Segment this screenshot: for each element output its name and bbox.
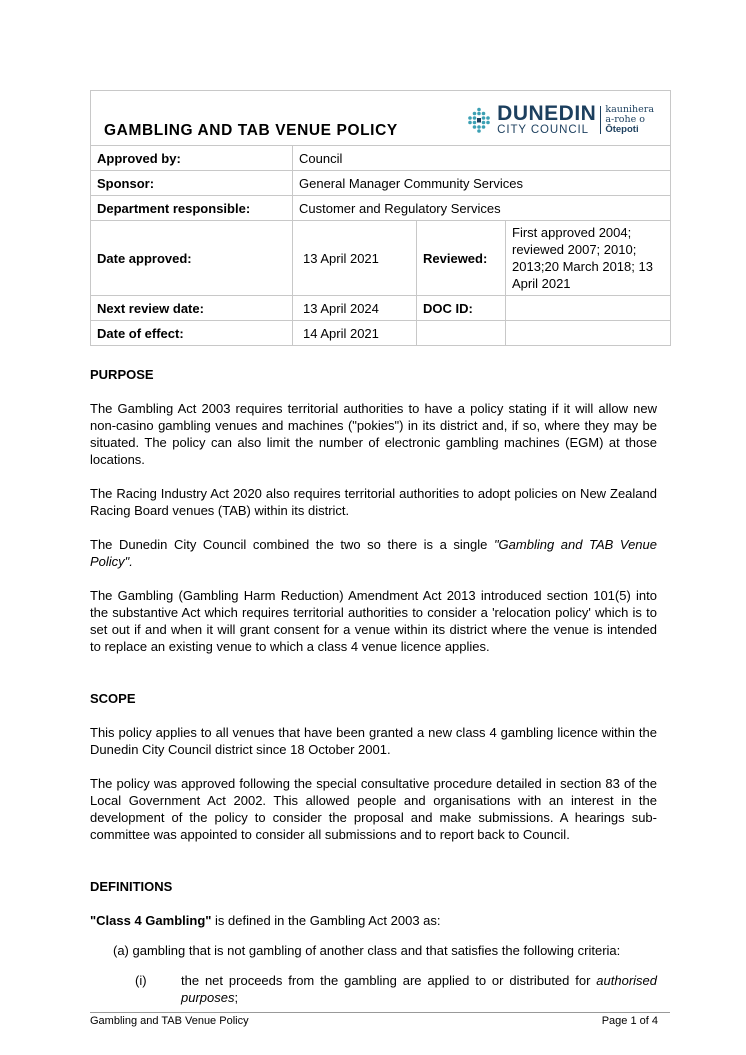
footer-page-number: Page 1 of 4 [601, 1015, 658, 1027]
doc-id-value [506, 296, 671, 321]
reviewed-label: Reviewed: [417, 221, 506, 296]
department-value: Customer and Regulatory Services [293, 196, 671, 221]
document-title: GAMBLING AND TAB VENUE POLICY [104, 122, 398, 139]
next-review-value: 13 April 2024 [293, 296, 417, 321]
footer-title: Gambling and TAB Venue Policy [90, 1015, 249, 1027]
sponsor-value: General Manager Community Services [293, 171, 671, 196]
sponsor-label: Sponsor: [91, 171, 293, 196]
item-i-italic: authorised purposes [181, 973, 657, 1005]
sponsor-row [91, 171, 671, 196]
logo-wordmark [497, 103, 596, 137]
item-i-text [181, 972, 657, 1006]
date-of-effect-row [91, 321, 671, 346]
item-i-text-main: the net proceeds from the gambling are applied to or distributed for [181, 973, 597, 988]
reviewed-value: First approved 2004; reviewed 2007; 2010; 2013;20 March 2018; 13 April 2021 [506, 221, 671, 296]
empty-cell [417, 321, 506, 346]
item-i-number: (i) [135, 973, 147, 988]
definition-item-a: (a) gambling that is not gambling of another class and that satisfies the following criteria: [113, 943, 621, 958]
purpose-paragraph-2: The Racing Industry Act 2020 also requires territorial authorities to adopt policies on New Zealand Racing Board venues (TAB) within its district. [90, 486, 657, 518]
date-approved-label: Date approved: [91, 221, 293, 296]
purpose-heading: PURPOSE [90, 367, 154, 382]
department-row [91, 196, 671, 221]
definition-term-suffix: is defined in the Gambling Act 2003 as: [211, 913, 441, 928]
department-label: Department responsible: [91, 196, 293, 221]
scope-paragraph-1: This policy applies to all venues that have been granted a new class 4 gambling licence within the Dunedin City Council district since 18 October 2001. [90, 725, 657, 757]
date-approved-row [91, 221, 671, 296]
definitions-heading: DEFINITIONS [90, 879, 173, 894]
next-review-row [91, 296, 671, 321]
logo-maori-line2: a-rohe o [605, 114, 645, 126]
item-i-end: ; [234, 990, 239, 1005]
definition-term: "Class 4 Gambling" [90, 913, 212, 928]
empty-cell [506, 321, 671, 346]
approved-by-value: Council [293, 146, 671, 171]
footer-divider [90, 1012, 670, 1013]
title-row [91, 91, 671, 146]
purpose-paragraph-3-text: The Dunedin City Council combined the two so there is a single [90, 537, 494, 552]
date-approved-value: 13 April 2021 [293, 221, 417, 296]
next-review-label: Next review date: [91, 296, 293, 321]
date-of-effect-label: Date of effect: [91, 321, 293, 346]
approved-by-label: Approved by: [91, 146, 293, 171]
dunedin-city-council-logo [466, 103, 654, 137]
logo-maori-text [605, 105, 654, 135]
policy-info-table [90, 90, 671, 346]
logo-divider [600, 106, 601, 134]
approved-by-row [91, 146, 671, 171]
definition-item-i [135, 972, 657, 1006]
logo-dunedin-text: DUNEDIN [497, 102, 597, 126]
scope-heading: SCOPE [90, 691, 136, 706]
logo-dots-icon [466, 107, 492, 133]
purpose-paragraph-1: The Gambling Act 2003 requires territorial authorities to have a policy stating if it will allow new non-casino gambling venues and machines ("pokies") in its district and, if so, where they may be situated. The policy can also limit the number of electronic gambling machines (EGM) at those locations. [90, 401, 657, 467]
logo-maori-line1: kaunihera [605, 104, 654, 116]
document-body [90, 366, 657, 1006]
policy-name-italic: "Gambling and TAB Venue Policy". [90, 537, 657, 569]
purpose-paragraph-4: The Gambling (Gambling Harm Reduction) Amendment Act 2013 introduced section 101(5) into the substantive Act which requires territorial authorities to consider a 'relocation policy' which is to set out if and when it will grant consent for a venue within its district where the venue is intended to replace an existing venue to which a class 4 venue licence applies. [90, 588, 657, 654]
purpose-paragraph-3 [90, 536, 657, 570]
logo-maori-line3: Ōtepoti [605, 123, 639, 135]
logo-council-text: CITY COUNCIL [497, 124, 589, 137]
doc-id-label: DOC ID: [417, 296, 506, 321]
date-of-effect-value: 14 April 2021 [293, 321, 417, 346]
scope-paragraph-2: The policy was approved following the special consultative procedure detailed in section 83 of the Local Government Act 2002. This allowed people and organisations with an interest in the development of the policy to consider the proposal and make submissions. A hearings sub-committee was appointed to consider all submissions and to report back to Council. [90, 776, 657, 842]
definition-class4 [90, 912, 657, 929]
